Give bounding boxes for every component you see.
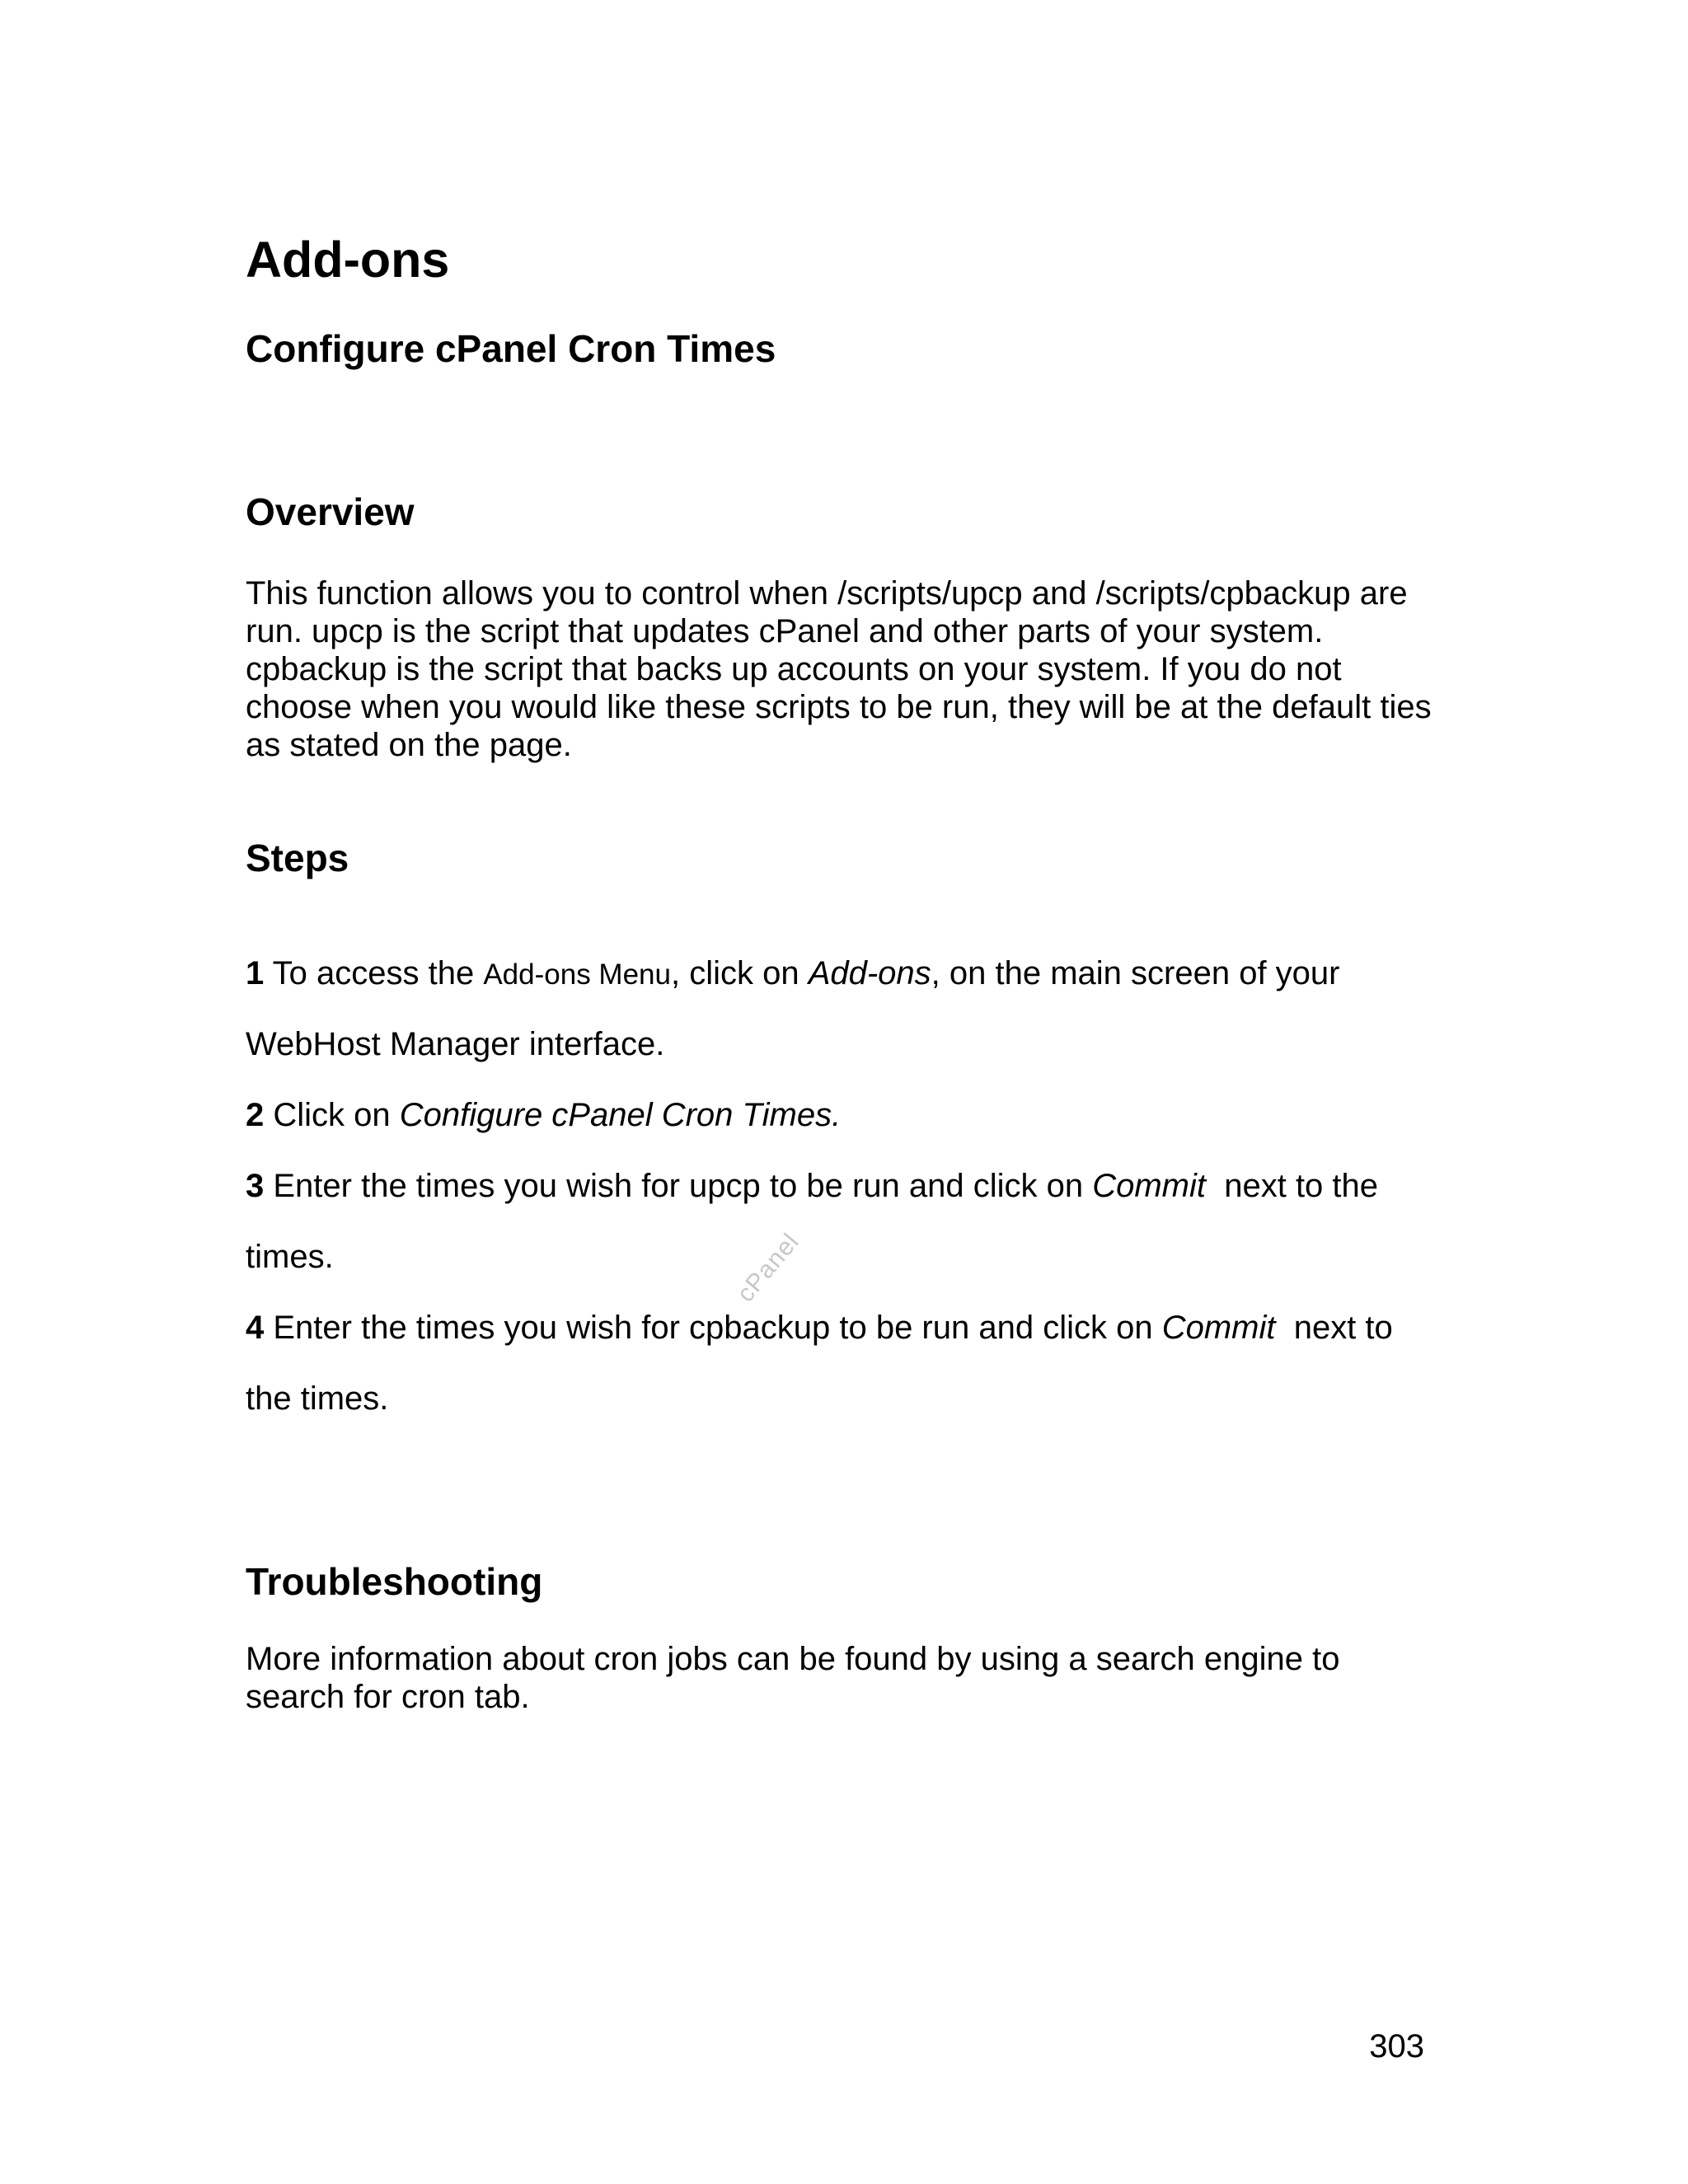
step-1-continuation: WebHost Manager interface. (246, 1026, 665, 1062)
step-4-text-b: next to (1275, 1310, 1393, 1346)
step-1-text-c: , on the main screen of your (931, 955, 1340, 991)
step-2 (246, 1096, 841, 1134)
step-4-continuation: the times. (246, 1380, 389, 1417)
step-1-text-a: To access the (264, 955, 484, 991)
section-title: Configure cPanel Cron Times (246, 327, 776, 370)
step-1-menu-name: Add-ons Menu (483, 958, 671, 991)
step-2-emphasis: Configure cPanel Cron Times. (399, 1097, 842, 1133)
page-title: Add-ons (246, 232, 450, 288)
page-number: 303 (1369, 2028, 1424, 2064)
troubleshooting-paragraph: More information about cron jobs can be found by using a search engine to search for cron tab. (246, 1641, 1340, 1715)
step-4 (246, 1309, 1393, 1347)
troubleshooting-heading: Troubleshooting (246, 1560, 543, 1603)
overview-heading: Overview (246, 490, 415, 533)
step-2-text-a: Click on (264, 1097, 400, 1133)
step-4-emphasis: Commit (1161, 1310, 1276, 1346)
step-3-text-a: Enter the times you wish for upcp to be run and click on (264, 1168, 1093, 1204)
step-1-number: 1 (246, 955, 265, 991)
steps-heading: Steps (246, 837, 349, 879)
step-1 (246, 954, 1340, 994)
step-3 (246, 1167, 1378, 1205)
step-2-number: 2 (246, 1097, 265, 1133)
watermark: cPanel (732, 1228, 805, 1308)
step-3-emphasis: Commit (1092, 1168, 1206, 1204)
step-3-text-b: next to the (1206, 1168, 1379, 1204)
step-4-number: 4 (246, 1310, 265, 1346)
overview-paragraph: This function allows you to control when /scripts/upcp and /scripts/cpbackup are run. upcp is the script that updates cPanel and other parts of your system. cpbackup is the script that backs up accounts on your system. If you do not choose when you would like these scripts to be run, they will be at the default ties as stated on the page. (246, 575, 1432, 763)
step-3-continuation: times. (246, 1239, 334, 1275)
step-3-number: 3 (246, 1168, 265, 1204)
step-1-text-b: , click on (670, 955, 809, 991)
step-1-emphasis: Add-ons (808, 955, 931, 991)
step-4-text-a: Enter the times you wish for cpbackup to be run and click on (264, 1310, 1162, 1346)
